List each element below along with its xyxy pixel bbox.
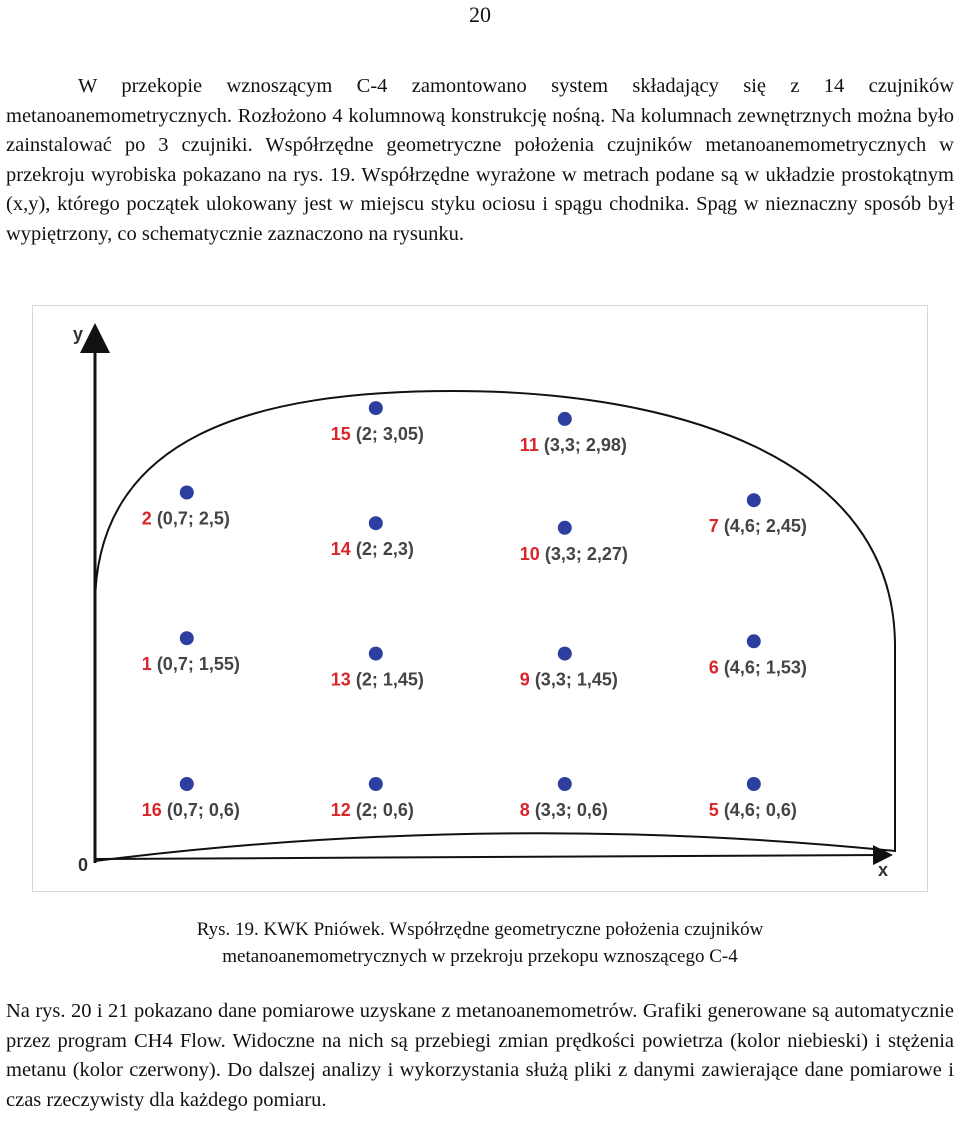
sensor-coords-10: (3,3; 2,27) xyxy=(539,543,628,564)
sensor-label-1 xyxy=(142,654,240,674)
sensor-label-14 xyxy=(331,539,414,559)
sensor-id-2: 2 xyxy=(141,508,152,529)
sensor-coords-7: (4,6; 2,45) xyxy=(718,516,807,537)
x-axis xyxy=(95,855,883,859)
excavation-outline xyxy=(95,391,895,861)
sensor-point-12 xyxy=(369,777,383,791)
sensor-point-2 xyxy=(180,486,194,500)
figure-caption xyxy=(0,916,960,970)
sensor-points xyxy=(142,401,807,820)
x-axis-label: x xyxy=(878,860,889,880)
sensor-coords-14: (2; 2,3) xyxy=(350,539,414,560)
sensor-id-10: 10 xyxy=(519,543,540,564)
sensor-point-14 xyxy=(369,516,383,530)
sensor-id-8: 8 xyxy=(519,800,530,820)
sensor-id-7: 7 xyxy=(708,516,719,537)
sensor-id-14: 14 xyxy=(330,539,351,560)
sensor-coords-1: (0,7; 1,55) xyxy=(151,654,240,675)
sensor-label-5 xyxy=(709,800,797,820)
sensor-point-8 xyxy=(558,777,572,791)
sensor-coords-9: (3,3; 1,45) xyxy=(529,669,618,690)
sensor-point-1 xyxy=(180,631,194,645)
sensor-label-16 xyxy=(142,800,240,820)
caption-line-1: Rys. 19. KWK Pniówek. Współrzędne geometryczne położenia czujników xyxy=(196,919,764,940)
sensor-label-15 xyxy=(331,424,424,444)
y-axis-label: y xyxy=(73,324,84,344)
sensor-layout-diagram xyxy=(33,306,927,891)
sensor-point-15 xyxy=(369,401,383,415)
sensor-point-13 xyxy=(369,647,383,661)
sensor-coords-8: (3,3; 0,6) xyxy=(529,800,608,820)
sensor-id-15: 15 xyxy=(330,424,351,445)
sensor-label-12 xyxy=(331,800,414,820)
sensor-layout-figure xyxy=(32,305,928,892)
sensor-point-11 xyxy=(558,412,572,426)
sensor-point-10 xyxy=(558,521,572,535)
sensor-id-5: 5 xyxy=(708,800,719,820)
origin-label: 0 xyxy=(78,855,89,875)
sensor-id-6: 6 xyxy=(708,657,719,678)
sensor-point-16 xyxy=(180,777,194,791)
sensor-coords-6: (4,6; 1,53) xyxy=(718,657,807,678)
body-paragraph-2: Na rys. 20 i 21 pokazano dane pomiarowe uzyskane z metanoanemometrów. Grafiki generowane są automatycznie przez program CH4 Flow. Widoczne na nich są przebiegi zmian prędkości powietrza (kolor niebieski) i stężenia metanu (kolor czerwony). Do dalszej analizy i wykorzystania służą pliki z danymi zawierające dane pomiarowe i czas rzeczywisty dla każdego pomiaru. xyxy=(6,1000,954,1111)
sensor-label-11 xyxy=(520,435,627,455)
sensor-label-8 xyxy=(520,800,608,820)
sensor-label-2 xyxy=(142,509,230,529)
caption-line-2: metanoanemometrycznych w przekroju przekopu wznoszącego C-4 xyxy=(222,946,738,967)
sensor-id-9: 9 xyxy=(519,669,530,690)
sensor-label-7 xyxy=(709,516,807,536)
sensor-label-9 xyxy=(520,670,618,690)
sensor-coords-5: (4,6; 0,6) xyxy=(718,800,797,820)
sensor-label-10 xyxy=(520,544,628,564)
sensor-point-7 xyxy=(747,493,761,507)
sensor-coords-11: (3,3; 2,98) xyxy=(538,434,627,455)
sensor-id-11: 11 xyxy=(519,434,539,455)
page-number: 20 xyxy=(469,2,491,27)
sensor-id-13: 13 xyxy=(330,669,351,690)
body-paragraph-1: W przekopie wznoszącym C-4 zamontowano system składający się z 14 czujników metanoanemometrycznych. Rozłożono 4 kolumnową konstrukcję nośną. Na kolumnach zewnętrznych można było zainstalować po 3 czujniki. Współrzędne geometryczne położenia czujników metanoanemometrycznych w przekroju wyrobiska pokazano na rys. 19. Współrzędne wyrażone w metrach podane są w układzie prostokątnym (x,y), którego początek ulokowany jest w miejscu styku ociosu i spągu chodnika. Spąg w nieznaczny sposób był wypiętrzony, co schematycznie zaznaczono na rysunku. xyxy=(6,75,954,245)
sensor-coords-16: (0,7; 0,6) xyxy=(161,800,240,820)
sensor-point-5 xyxy=(747,777,761,791)
sensor-point-9 xyxy=(558,647,572,661)
sensor-label-6 xyxy=(709,657,807,677)
sensor-coords-13: (2; 1,45) xyxy=(350,669,424,690)
sensor-coords-2: (0,7; 2,5) xyxy=(151,508,230,529)
sensor-point-6 xyxy=(747,634,761,648)
sensor-id-1: 1 xyxy=(141,654,152,675)
sensor-id-16: 16 xyxy=(141,800,162,820)
sensor-coords-15: (2; 3,05) xyxy=(350,424,424,445)
sensor-coords-12: (2; 0,6) xyxy=(350,800,414,820)
sensor-label-13 xyxy=(331,670,424,690)
sensor-id-12: 12 xyxy=(330,800,351,820)
